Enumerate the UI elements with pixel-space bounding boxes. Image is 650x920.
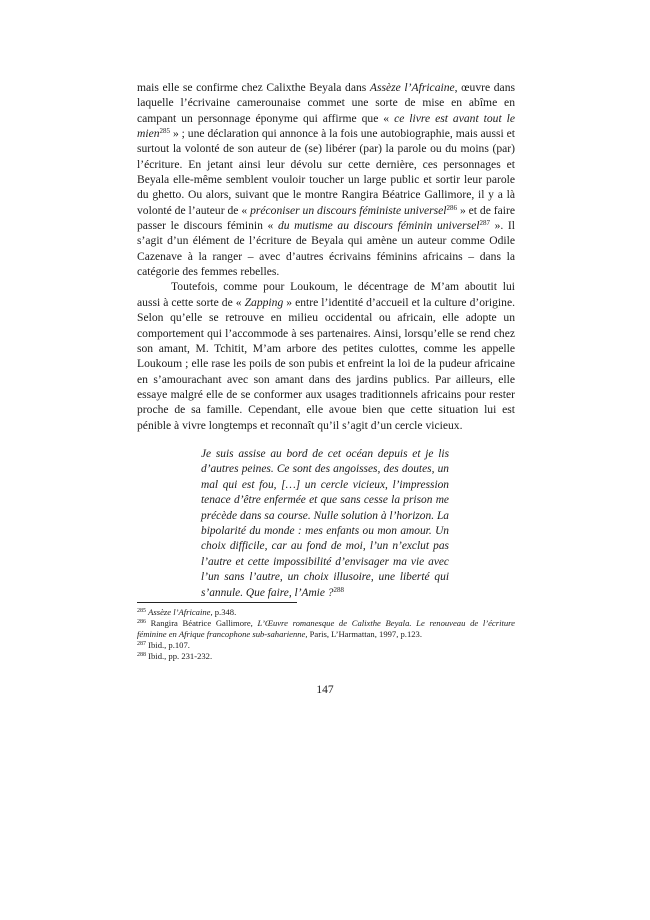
footnote-number: 285 xyxy=(137,608,146,614)
footnote-number: 286 xyxy=(137,619,146,626)
footnote: $^{288}$ Ibid., pp. 231-232. xyxy=(137,651,213,662)
citation: Zapping xyxy=(244,295,284,309)
footnote: $^{286}$ Rangira Béatrice Gallimore, L’Œuvre romanesque de Calixthe Beyala. Le renouveau de l’écriture féminine en Afrique francophone sub-saharienne, Paris, L’Harmattan, 1997, p.123. xyxy=(137,618,515,640)
citation: du mutisme au discours féminin universel xyxy=(277,219,480,233)
footnote-number: 287 xyxy=(137,641,146,648)
footnote: $^{285}$ Assèze l’Africaine, p.348. xyxy=(137,607,237,617)
footnote: $^{287}$ Ibid., p.107. xyxy=(137,640,190,651)
footnote-ref[interactable]: 287 xyxy=(479,219,490,228)
footnote-ref[interactable]: 286 xyxy=(446,203,458,212)
citation: ce livre est avant tout le mien xyxy=(137,111,515,141)
book-title: Assèze l’Africaine xyxy=(369,81,455,94)
main-text xyxy=(137,80,515,433)
page-number: 147 xyxy=(316,684,334,696)
paragraph-1: mais elle se confirme chez Calixthe Beyala dans Assèze l’Africaine, œuvre dans laquelle l’écrivaine camerounaise commet une sorte de mise en abîme en campant un personnage éponyme qui affirme que « ce livre est avant tout le mien$^{285}$ » ; une déclaration qui annonce à la fois une autobiographie, mais aussi et surtout la volonté de son auteur de (se) libérer (par) la parole ou du moins (par) l’écriture. En jetant ainsi leur dévolu sur cette dernière, ces personnages et Beyala elle-même semblent vouloir toucher un large public et sortir leur parole du ghetto. Ou alors, suivant que le montre Rangira Béatrice Gallimore, il y a là volonté de l’auteur de « préconiser un discours féministe universel$^{286}$ » et de faire passer le discours féminin « du mutisme au discours féminin universel$^{287}$ ». Il s’agit d’un élément de l’écriture de Beyala qui amène un auteur comme Odile Cazenave à la ranger – avec d’autres écrivains féminins africains – dans la catégorie des femmes rebelles. xyxy=(137,81,516,279)
paragraph-2: Toutefois, comme pour Loukoum, le décentrage de M’am aboutit lui aussi à cette sorte de « Zapping » entre l’identité d’accueil et la culture d’origine. Selon qu’elle se retrouve en milieu occidental ou africain, elle adopte un comportement qui l’accommode à ses partenaires. Ainsi, lorsqu’elle se rend chez son amant, M. Tchitit, M’am arbore des petites culottes, comme les appelle Loukoum ; elle rase les poils de son pubis et enfreint la loi de la pudeur africaine en s’amourachant avec son amant dans des jardins publics. Par ailleurs, elle essaye malgré elle de se conformer aux usages traditionnels africains pour rester proche de sa famille. Cependant, elle avoue bien que cette situation lui est pénible à vivre longtemps et reconnaît qu’il s’agit d’un cercle vicieux. xyxy=(137,280,515,432)
footnote-ref[interactable]: 288 xyxy=(333,585,344,594)
footnotes xyxy=(137,607,515,662)
footnote-number: 288 xyxy=(137,652,146,659)
citation: préconiser un discours féministe universel xyxy=(250,203,447,217)
footnote-ref[interactable]: 285 xyxy=(159,127,171,136)
block-quote: Je suis assise au bord de cet océan depuis et je lis d’autres peines. Ce sont des angoisses, des doutes, un mal qui est fou, […] un cercle vicieux, l’impression tenace d’être enfermée et que sans cesse la prison me précède dans sa course. Nulle solution à l’horizon. La bipolarité du monde : mes enfants ou mon amour. Un choix difficile, car au fond de moi, l’un n’exclut pas l’autre et cette impossibilité d’envisager ma vie avec l’un sans l’autre, un choix illusoire, une liberté qui s’annule. Que faire, l’Amie ?$^{288}$ xyxy=(201,448,449,599)
footnote-separator xyxy=(137,602,297,603)
